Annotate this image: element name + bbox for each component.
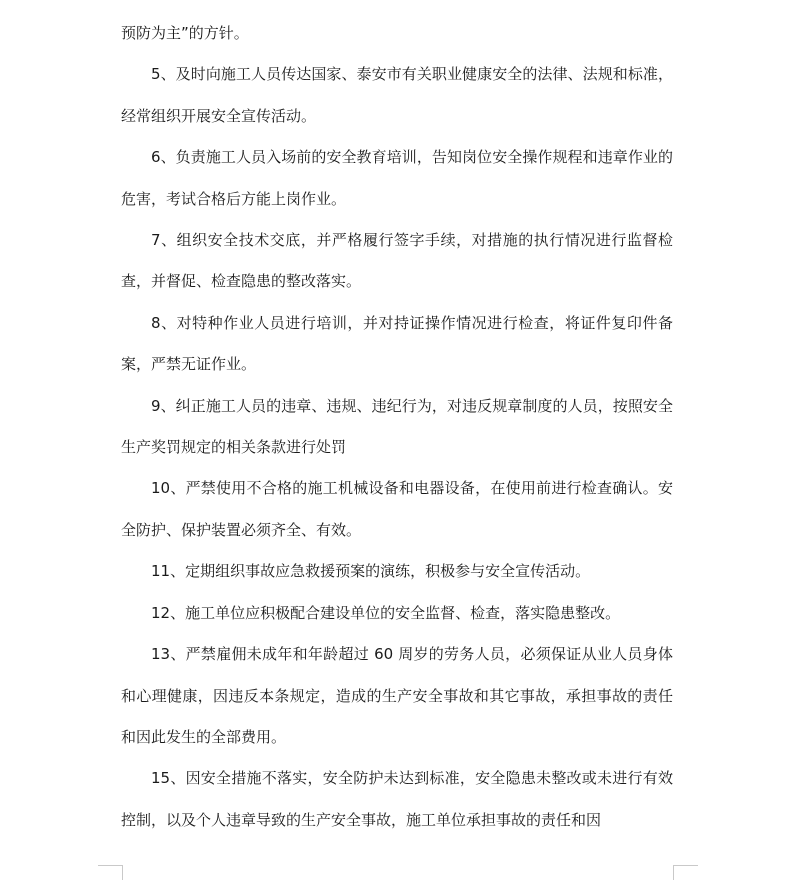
paragraph-item-11: 11、定期组织事故应急救援预案的演练，积极参与安全宣传活动。	[151, 562, 591, 581]
paragraph-item-12: 12、施工单位应积极配合建设单位的安全监督、检查，落实隐患整改。	[151, 603, 621, 622]
paragraph-continuation: 预防为主”的方针。	[121, 24, 249, 42]
crop-mark-right	[673, 865, 698, 880]
paragraph-item-10: 10、严禁使用不合格的施工机械设备和电器设备，在使用前进行检查确认。安全防护、保护装置必须齐全、有效。	[121, 479, 673, 539]
paragraph-item-13: 13、严禁雇佣未成年和年龄超过 60 周岁的劳务人员，必须保证从业人员身体和心理健康，因违反本条规定，造成的生产安全事故和其它事故，承担事故的责任和因此发生的全部费用。	[121, 645, 673, 746]
paragraph-item-9: 9、纠正施工人员的违章、违规、违纪行为，对违反规章制度的人员，按照安全生产奖罚规定的相关条款进行处罚	[121, 396, 673, 457]
document-body	[121, 13, 673, 841]
paragraph-item-6: 6、负责施工人员入场前的安全教育培训，告知岗位安全操作规程和违章作业的危害，考试合格后方能上岗作业。	[121, 148, 673, 208]
paragraph-item-8: 8、对特种作业人员进行培训，并对持证操作情况进行检查，将证件复印件备案，严禁无证作业。	[121, 313, 673, 374]
paragraph-item-7: 7、组织安全技术交底，并严格履行签字手续，对措施的执行情况进行监督检查，并督促、检查隐患的整改落实。	[121, 231, 673, 291]
paragraph-item-5: 5、及时向施工人员传达国家、泰安市有关职业健康安全的法律、法规和标准，经常组织开展安全宣传活动。	[121, 65, 673, 125]
crop-mark-left	[98, 865, 123, 880]
paragraph-item-15: 15、因安全措施不落实，安全防护未达到标准，安全隐患未整改或未进行有效控制，以及个人违章导致的生产安全事故，施工单位承担事故的责任和因	[121, 769, 673, 829]
